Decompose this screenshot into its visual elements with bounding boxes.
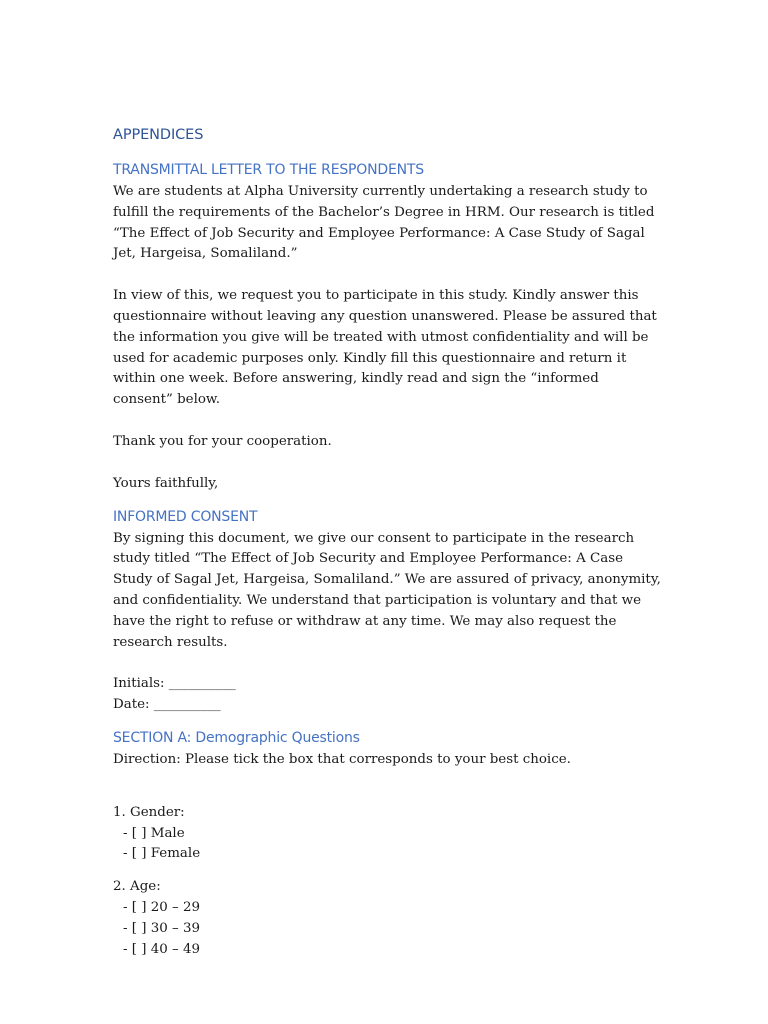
appendices-heading: APPENDICES [113,127,204,143]
closing-line: Yours faithfully, [113,475,219,491]
option-age-40-49: - [ ] 40 – 49 [123,941,201,957]
transmittal-heading: TRANSMITTAL LETTER TO THE RESPONDENTS [113,162,424,178]
consent-heading: INFORMED CONSENT [113,508,258,525]
option-age-20-29: - [ ] 20 – 29 [123,899,201,915]
question-gender [113,803,661,865]
transmittal-paragraph-1: We are students at Alpha University currently undertaking a research study to fulfill the requirements of the Bachelor’s Degree in HRM. Our research is titled “The Effect of Job Security and Employee Performance: A Case Study of Sagal Jet, Hargeisa, Somaliland.” [113,184,655,262]
date-line: Date: __________ [113,697,221,713]
thanks-line: Thank you for your cooperation. [113,433,332,449]
direction-line: Direction: Please tick the box that corresponds to your best choice. [113,751,571,767]
initials-line: Initials: __________ [113,676,236,692]
option-age-30-39: - [ ] 30 – 39 [123,920,201,936]
question-age [113,877,661,960]
transmittal-paragraph-2: In view of this, we request you to participate in this study. Kindly answer this questionnaire without leaving any question unanswered. Please be assured that the information you give will be treated with utmost confidentiality and will be used for academic purposes only. Kindly fill this questionnaire and return it within one week. Before answering, kindly read and sign the “informed consent” below. [113,288,657,408]
option-female: - [ ] Female [123,846,201,862]
section-a-heading: SECTION A: Demographic Questions [113,729,360,746]
page-content [113,124,661,960]
consent-paragraph: By signing this document, we give our consent to participate in the research study titled “The Effect of Job Security and Employee Performance: A Case Study of Sagal Jet, Hargeisa, Somaliland.” We are assured of privacy, anonymity, and confidentiality. We understand that participation is voluntary and that we have the right to refuse or withdraw at any time. We may also request the research results. [113,530,661,650]
question-label: 2. Age: [113,879,161,895]
option-male: - [ ] Male [123,825,185,841]
question-label: 1. Gender: [113,804,185,820]
